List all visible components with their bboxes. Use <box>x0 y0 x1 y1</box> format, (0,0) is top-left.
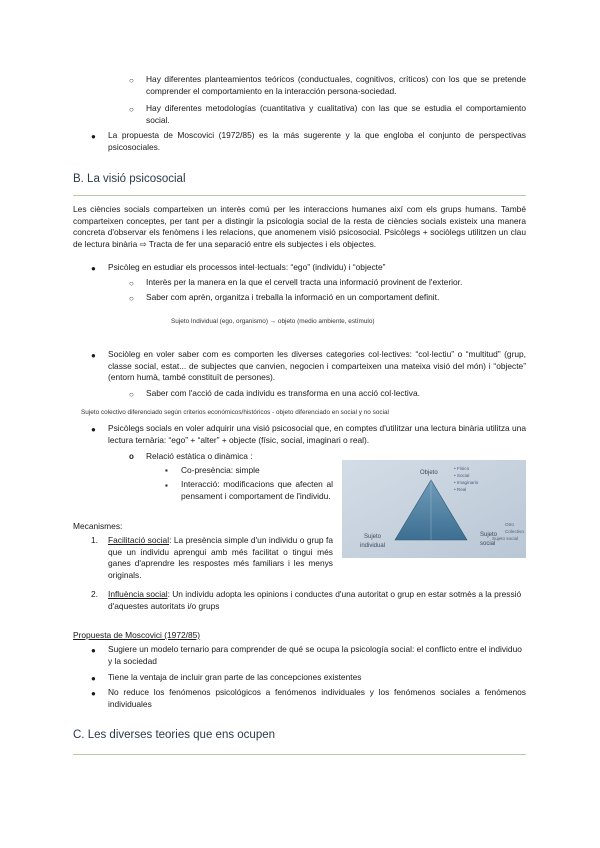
square-bullet-icon: ▪ <box>165 466 168 475</box>
sub-sub-bullet-text: Interacció: modificacions que afecten al pensament i comportament de l'individu. <box>181 479 333 501</box>
circle-bullet-icon: ○ <box>129 294 134 303</box>
mechanism-item: Facilitació social: La presència simple d'un individu o grup fa que un individu aprengui amb més facilitat o tingui més ganes d'aprendre les respostes més familiars i les menys originals. <box>108 535 333 580</box>
sujeto-individual-label: individual <box>360 543 386 549</box>
sub-bullet-text: Hay diferentes planteamientos teóricos (conductuales, cognitivos, críticos) con los que se pretende comprender el comportamiento en la interacción persona-sociedad. <box>146 74 526 96</box>
sub-bullet-text: Hay diferentes metodologías (cuantitativa y cualitativa) con las que se estudia el comportamiento social. <box>146 103 526 125</box>
bullet-icon: ● <box>91 674 96 683</box>
social-item: Otro <box>505 522 514 527</box>
bullet-text: La propuesta de Moscovici (1972/85) es la más sugerente y la que engloba el conjunto de perspectivas psicosociales. <box>108 130 526 152</box>
bullet-text: Tiene la ventaja de incluir gran parte de las concepciones existentes <box>108 672 362 682</box>
objeto-item: • Físico <box>454 466 470 471</box>
bullet-text: Psicòlegs socials en voler adquirir una visió psicosocial que, en comptes d'utilitzar una lectura binària utilitza una lectura ternària: “ego” + “alter” + objecte (físic, social, imaginari o real). <box>108 423 526 445</box>
mecanismes-title: Mecanismes: <box>73 521 123 531</box>
diagram-svg <box>342 460 526 558</box>
objeto-item: • Imaginario <box>454 480 479 485</box>
bullet-text: No reduce los fenómenos psicológicos a fenómenos individuales y los fenómenos sociales a fenómenos individuales <box>108 687 526 709</box>
moscovici-title: Propuesta de Moscovici (1972/85) <box>73 630 201 640</box>
sub-bullet-text: Saber com l'acció de cada individu es transforma en una acció col·lectiva. <box>146 388 420 398</box>
bullet-icon: ● <box>91 689 96 698</box>
bullet-icon: ● <box>91 646 96 655</box>
social-item: Sujeto social <box>492 536 519 541</box>
sub-bullet-text: Relació estàtica o dinàmica : <box>146 451 253 461</box>
circle-bullet-icon: ○ <box>129 279 134 288</box>
bullet-text: Sociòleg en voler saber com es comporten les diverses categories col·lectives: “col·lectiu” o “multitud” (grup, classe social, estat... de subjectes que canvien, negocien i comparteixen una mateixa visió del món) i “objecte” (entorn humà, també constituït de persones). <box>108 349 526 383</box>
bullet-icon: ● <box>91 132 96 141</box>
section-heading: B. La visió psicosocial <box>73 173 186 185</box>
term: Influència social <box>108 589 168 599</box>
objeto-label: Objeto <box>420 470 438 476</box>
bullet-text: Psicòleg en estudiar els processos intel·lectuals: “ego” (individu) i “objecte” <box>108 262 386 272</box>
sujeto-social-label: Sujeto <box>480 532 498 538</box>
sub-bullet-text: Saber com aprèn, organitza i treballa la informació en un comportament definit. <box>146 292 440 302</box>
circle-bullet-icon: ○ <box>129 76 134 85</box>
objeto-item: • Social <box>454 473 470 478</box>
list-number: 1. <box>91 535 98 545</box>
bullet-text: Sugiere un modelo ternario para comprender de qué se ocupa la psicología social: el conflicto entre el individuo y la sociedad <box>108 644 522 666</box>
caption: Sujeto Individual (ego, organismo) → objeto (medio ambiente, estímulo) <box>171 318 375 325</box>
circle-bullet-icon: ○ <box>129 105 134 114</box>
caption: Sujeto colectivo diferenciado según criterios económicos/históricos - objeto diferenciado en social y no social <box>81 409 389 416</box>
intro-paragraph: Les ciències socials comparteixen un interès comú per les interaccions humanes així com els grups humans. També comparteixen conceptes, per tant per a distingir la psicologia social de la resta de ciències socials existeix una manera concreta d'observar els fenòmens i les relacions, que anomenem visió psicosocial. Psicòlegs + sociòlegs utilitzen un clau de lectura binària ⇨ Tracta de fer una separació entre els subjectes i els objectes. <box>73 204 526 249</box>
list-number: 2. <box>91 589 98 599</box>
sub-bullet-text: Interès per la manera en la que el cervell tracta una informació provinent de l'exterior. <box>146 277 463 287</box>
section-heading: C. Les diverses teories que ens ocupen <box>73 729 276 741</box>
objeto-item: • Real <box>454 487 467 492</box>
sujeto-individual-label: Sujeto <box>364 534 382 540</box>
bullet-icon: ● <box>91 425 96 434</box>
section-rule <box>73 754 526 755</box>
social-item: Colectivo <box>505 529 524 534</box>
circle-bullet-icon: ○ <box>129 390 134 399</box>
bullet-icon: ● <box>91 264 96 273</box>
ternary-diagram <box>342 460 526 558</box>
term: Facilitació social <box>108 535 170 545</box>
sujeto-social-label: social <box>480 541 496 547</box>
square-bullet-icon: ▪ <box>165 481 168 490</box>
o-bullet-icon: o <box>129 452 134 461</box>
sub-sub-bullet-text: Co-presència: simple <box>181 465 260 475</box>
section-rule <box>73 195 526 196</box>
mechanism-item: Influència social: Un individu adopta les opinions i conductes d'una autoritat o grup en estar sotmès a la pressió d'aquestes autoritats i/o grups <box>108 589 522 611</box>
bullet-icon: ● <box>91 351 96 360</box>
